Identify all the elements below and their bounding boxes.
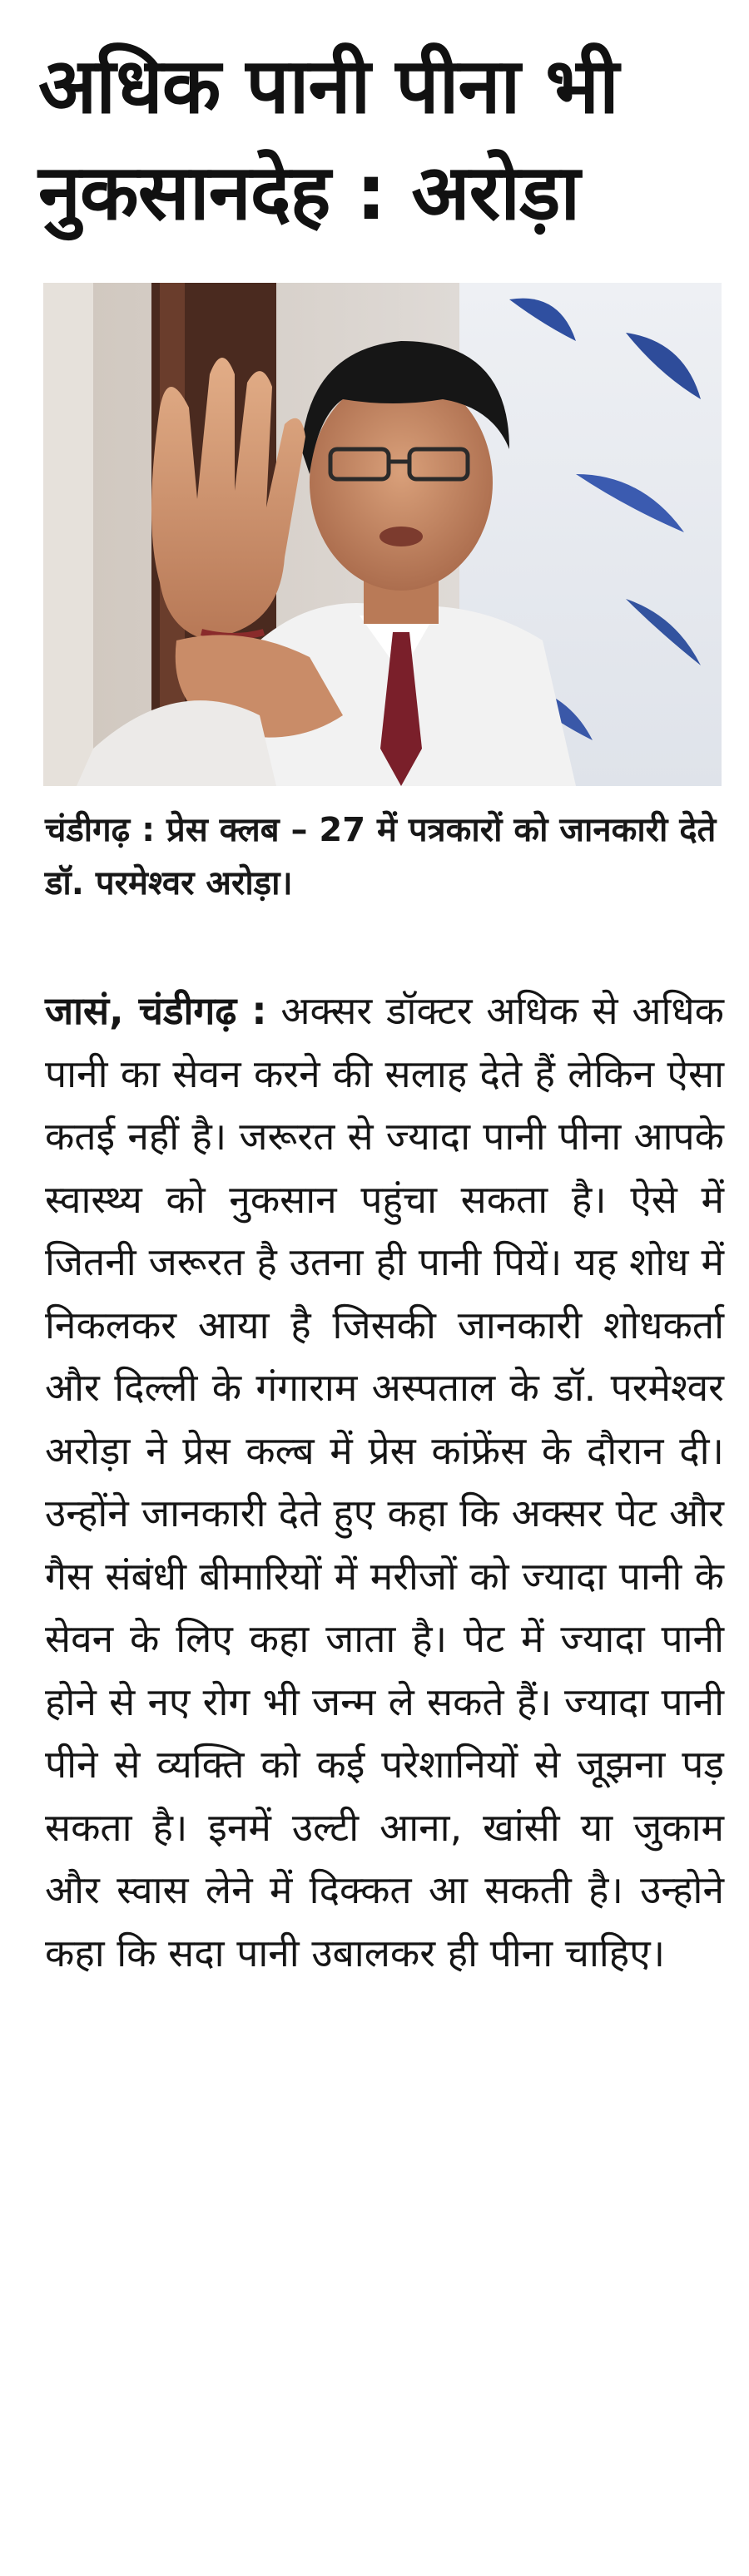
headline: अधिक पानी पीना भी नुकसानदेह : अरोड़ा (38, 42, 618, 237)
article-body (45, 980, 724, 1985)
photo-of-speaker-raising-hand (43, 283, 722, 786)
article-photo (43, 283, 722, 786)
body-dateline: जासं, चंडीगढ़ : (45, 988, 267, 1033)
photo-caption (45, 803, 724, 910)
body-text: अक्सर डॉक्टर अधिक से अधिक पानी का सेवन करने की सलाह देते हैं लेकिन ऐसा कतई नहीं है। जरूरत से ज्यादा पानी पीना आपके स्वास्थ्य को नुकसान पहुंचा सकता है। ऐसे में जितनी जरूरत है उतना ही पानी पियें। यह शोध में निकलकर आया है जिसकी जानकारी शोधकर्ता और दिल्ली के गंगाराम अस्पताल के डॉ. परमेश्वर अरोड़ा ने प्रेस कल्ब में प्रेस कांफ्रेंस के दौरान दी। उन्होंने जानकारी देते हुए कहा कि अक्सर पेट और गैस संबंधी बीमारियों में मरीजों को ज्यादा पानी के सेवन के लिए कहा जाता है। पेट में ज्यादा पानी होने से नए रोग भी जन्म ले सकते हैं। ज्यादा पानी पीने से व्यक्ति को कई परेशानियों से जूझना पड़ सकता है। इनमें उल्टी आना, खांसी या जुकाम और स्वास लेने में दिक्कत आ सकती है। उन्होने कहा कि सदा पानी उबालकर ही पीना चाहिए। (45, 988, 725, 1975)
caption-dateline: चंडीगढ़ : (45, 811, 156, 849)
caption-text: प्रेस क्लब – 27 में पत्रकारों को जानकारी देते डॉ. परमेश्वर अरोड़ा। (45, 811, 717, 902)
